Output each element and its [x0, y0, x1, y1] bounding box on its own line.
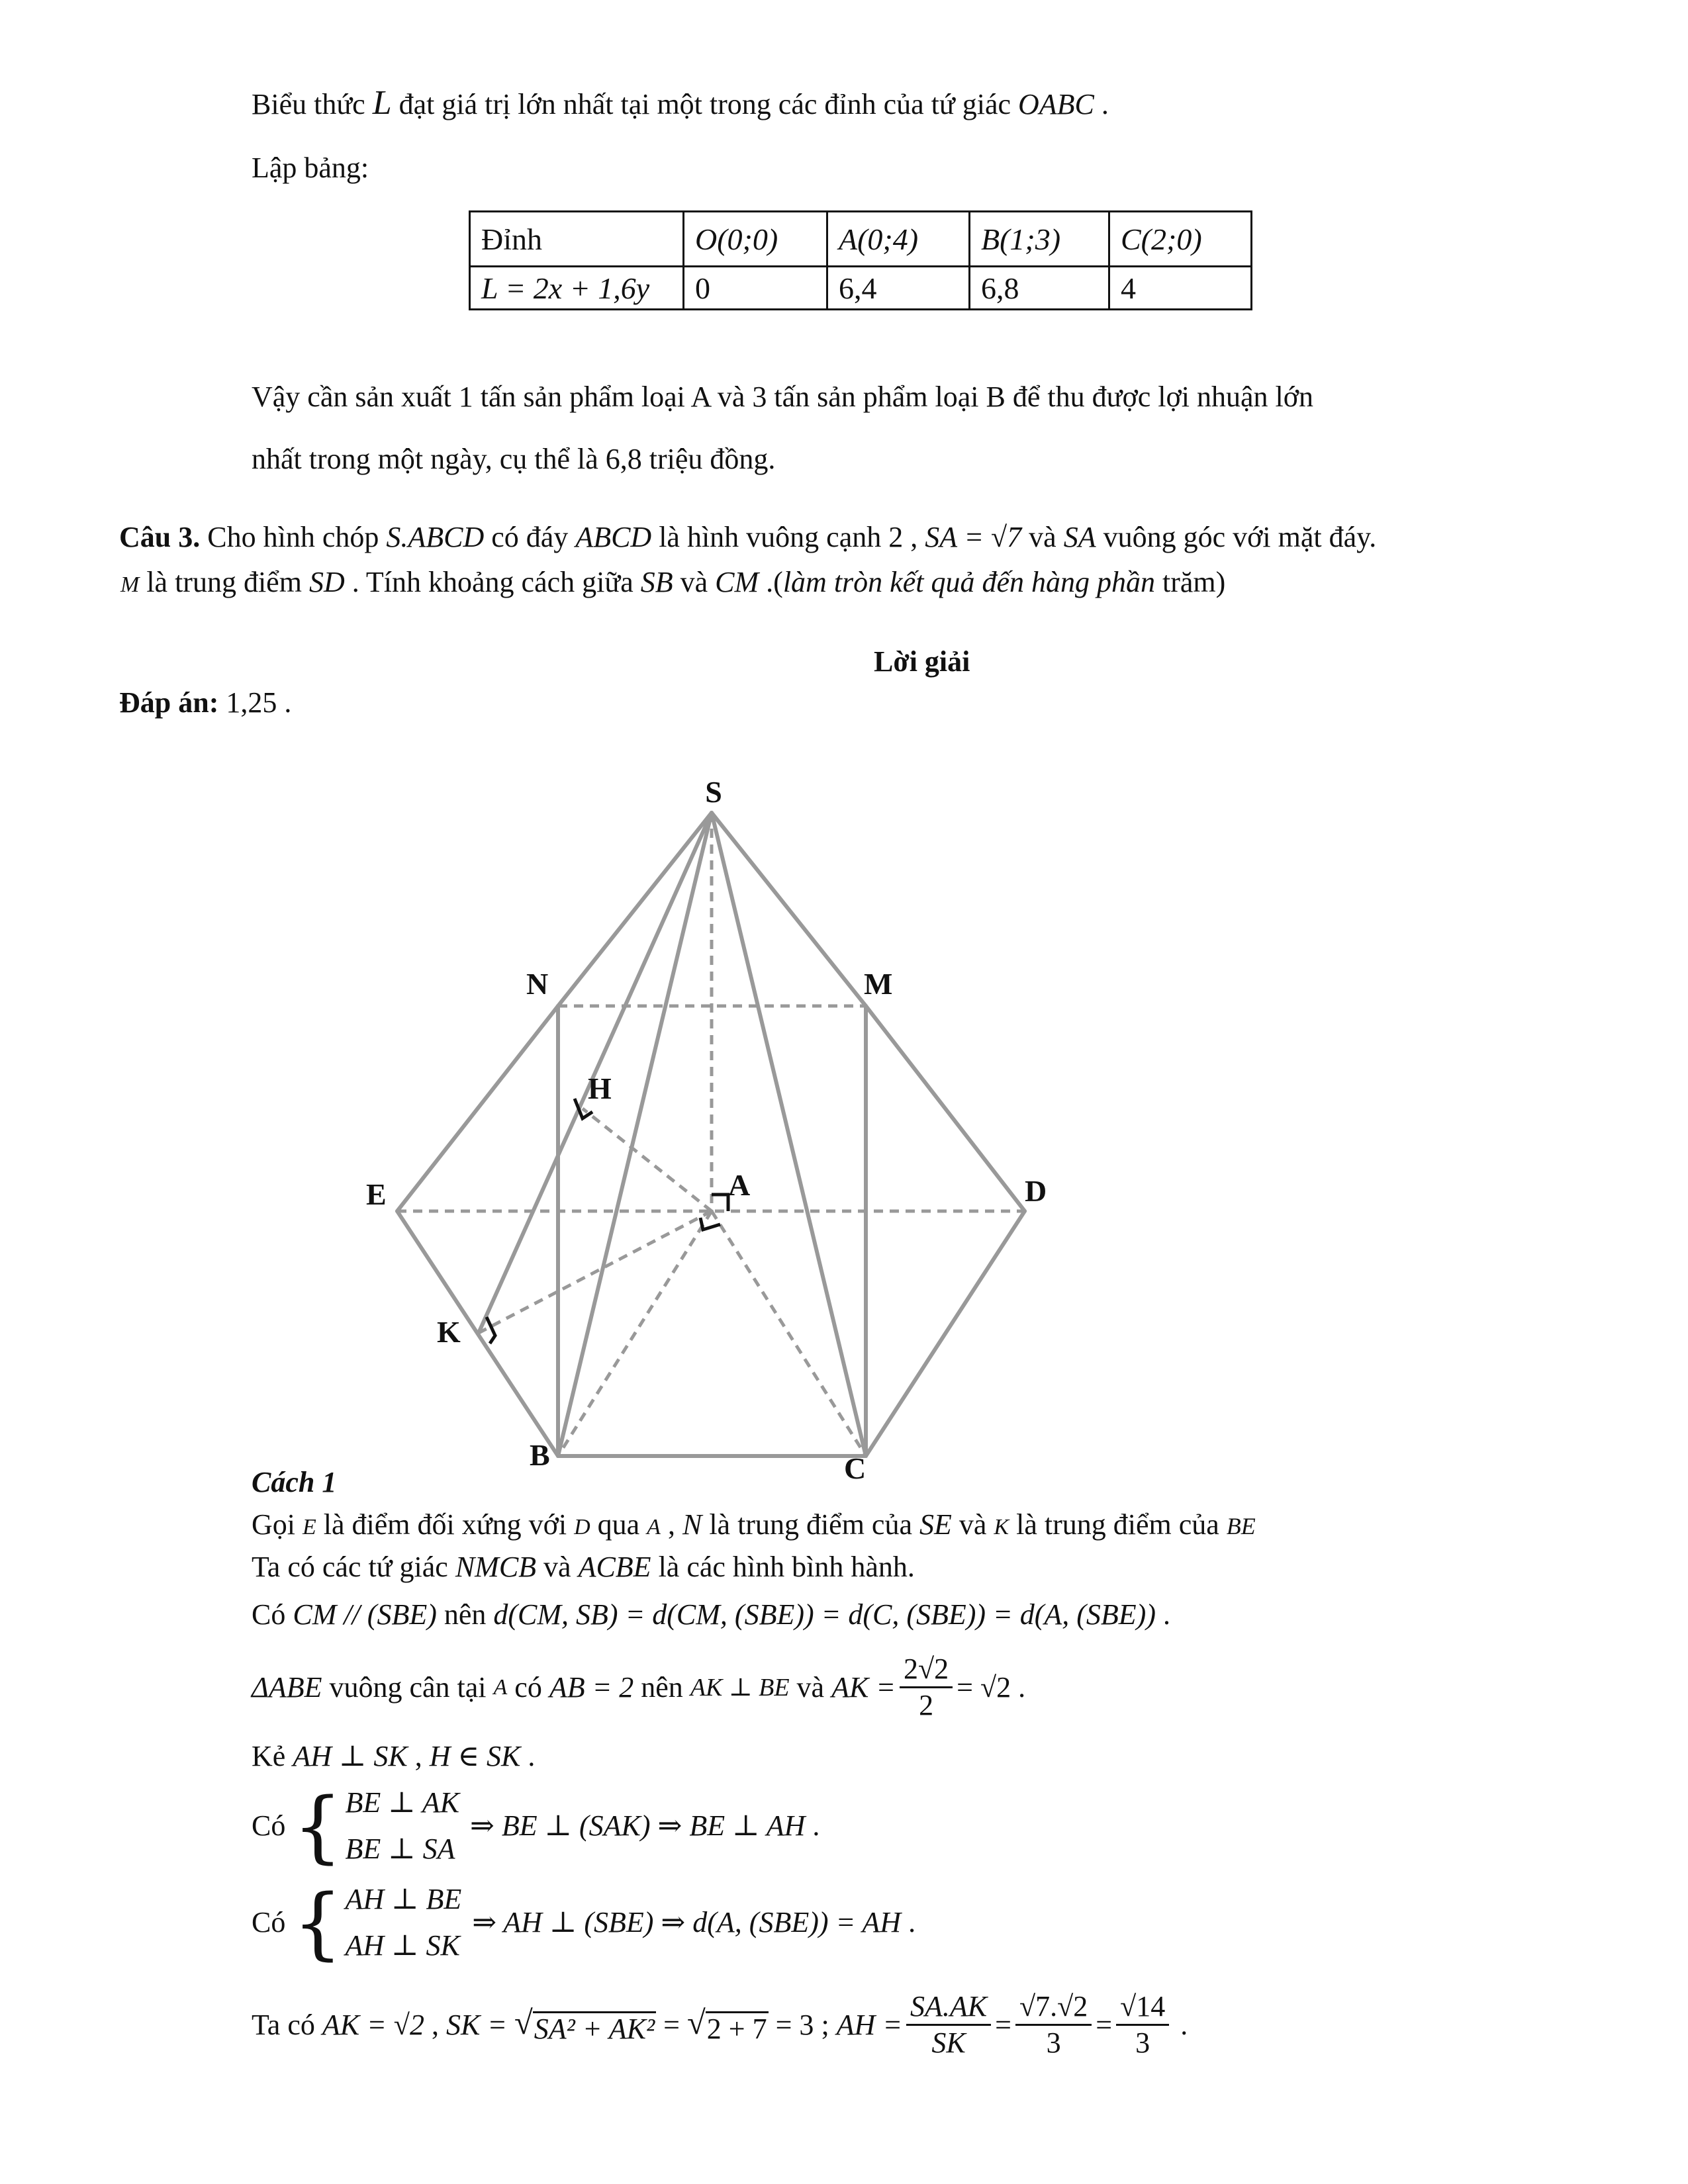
system-6: [345, 1788, 459, 1864]
fraction-ah-1: [906, 1992, 991, 2058]
edge-AB: [558, 1211, 712, 1456]
system-top: AH ⊥ BE: [345, 1883, 462, 1915]
sol-var: NMCB: [455, 1551, 537, 1583]
q-text: .(: [759, 566, 783, 598]
table-cell: Đỉnh: [470, 212, 684, 267]
label-B: B: [530, 1438, 550, 1472]
intro-line: [252, 86, 1109, 120]
q-sa2: SA: [1063, 521, 1096, 553]
system-bottom: AH ⊥ SK: [345, 1929, 460, 1962]
sol-text: .: [520, 1740, 536, 1772]
sol-text: Ta có các tứ giác: [252, 1551, 455, 1583]
value-table: [469, 210, 1252, 310]
sol-text: ,: [660, 1508, 682, 1541]
edge-NE: [397, 1006, 558, 1211]
q-text: vuông góc với mặt đáy.: [1096, 521, 1377, 553]
quad-OABC: OABC: [1018, 88, 1094, 120]
right-angle-A-bottom: [700, 1218, 720, 1230]
frac-den: 3: [1046, 2026, 1061, 2059]
brace-icon: {: [293, 1780, 343, 1872]
table-cell: 0: [684, 267, 827, 310]
sol-text: và: [789, 1670, 832, 1704]
table-cell: B(1;3): [970, 212, 1109, 267]
sol-text: là điểm đối xứng với: [316, 1508, 575, 1541]
table-cell: 6,8: [970, 267, 1109, 310]
answer-line: [119, 688, 291, 717]
q-sb: SB: [640, 566, 673, 598]
label-H: H: [588, 1071, 612, 1105]
right-angle-K: [487, 1317, 495, 1343]
sqrt-2-7: [687, 2006, 769, 2044]
edge-AH: [583, 1109, 712, 1211]
edge-CD: [866, 1211, 1025, 1456]
sol-text: là các hình bình hành.: [651, 1551, 915, 1583]
label-K: K: [437, 1315, 461, 1349]
sol-var: N: [682, 1508, 702, 1541]
sol-expr: AH ⊥ SK: [293, 1740, 408, 1772]
brace-icon: {: [293, 1877, 343, 1968]
method-title: Cách 1: [252, 1466, 337, 1498]
system-7: [345, 1885, 461, 1960]
table-row: [470, 267, 1252, 310]
sol-expr: ⇒ BE ⊥ (SAK) ⇒ BE ⊥ AH: [470, 1809, 806, 1842]
q-text: là trung điểm: [139, 566, 309, 598]
sol-text: nên: [436, 1598, 494, 1631]
sol-text: ;: [814, 2008, 837, 2041]
sol-expr: AK ⊥ BE: [690, 1673, 790, 1702]
q-sa: SA = √7: [925, 521, 1022, 553]
answer-value: 1,25 .: [226, 686, 292, 719]
edge-AC: [712, 1211, 866, 1456]
sol-text: Có: [252, 1809, 293, 1842]
sol-text: Ta có: [252, 2008, 322, 2041]
sol-var: A: [647, 1515, 661, 1539]
sol-var: SE: [919, 1508, 952, 1541]
sqrt-icon: √: [514, 2004, 533, 2041]
sol-line-5: [252, 1742, 535, 1771]
sol-expr: d(CM, SB) = d(CM, (SBE)) = d(C, (SBE)) = d(A, (SBE)): [493, 1598, 1156, 1631]
sol-expr: =: [656, 2008, 687, 2041]
frac-den: SK: [931, 2026, 966, 2059]
frac-num: SA.AK: [906, 1992, 991, 2026]
sol-text: Có: [252, 1598, 293, 1631]
q-base: ABCD: [575, 521, 652, 553]
system-top: BE ⊥ AK: [345, 1786, 459, 1819]
table-cell: A(0;4): [827, 212, 970, 267]
sol-text: có: [507, 1670, 549, 1704]
label-M: M: [864, 967, 893, 1001]
system-bottom: BE ⊥ SA: [345, 1833, 455, 1865]
conclusion-line-2: nhất trong một ngày, cụ thể là 6,8 triệu đồng.: [252, 443, 776, 475]
var-L: L: [372, 84, 392, 122]
table-cell: 6,4: [827, 267, 970, 310]
q-hint: làm tròn kết quả đến hàng phần: [782, 566, 1155, 598]
sol-expr: = 3: [768, 2008, 814, 2041]
pyramid-figure: [0, 748, 1688, 1502]
sol-text: Gọi: [252, 1508, 303, 1541]
sqrt-sa-ak: [514, 2006, 656, 2044]
q-side: 2: [888, 521, 904, 553]
sol-expr: ⇒ AH ⊥ (SBE) ⇒ d(A, (SBE)) = AH: [472, 1906, 902, 1938]
sol-line-3: [252, 1600, 1170, 1629]
sol-line-6: [252, 1780, 820, 1872]
fraction-ah-2: [1015, 1992, 1092, 2058]
label-E: E: [366, 1177, 387, 1211]
q-text: có đáy: [484, 521, 576, 553]
q-text: là hình vuông cạnh: [651, 521, 889, 553]
sol-expr: = √2: [957, 1670, 1011, 1704]
frac-num: √7.√2: [1015, 1992, 1092, 2026]
frac-den: 2: [919, 1689, 934, 1721]
sol-line-8: [252, 1992, 1188, 2058]
q-text: ,: [903, 521, 925, 553]
sol-text: là trung điểm của: [702, 1508, 919, 1541]
answer-label: Đáp án:: [119, 686, 219, 719]
sol-text: nên: [633, 1670, 690, 1704]
sol-var: BE: [1226, 1513, 1256, 1539]
sol-expr: H ∈ SK: [429, 1740, 521, 1772]
sol-expr: ΔABE: [252, 1670, 322, 1704]
sol-text: .: [805, 1809, 820, 1842]
q-text: Cho hình chóp: [200, 521, 387, 553]
sol-expr: SK =: [445, 2008, 514, 2041]
question-line-2: [120, 568, 1225, 597]
solution-title: Lời giải: [874, 645, 970, 678]
question-line-1: [119, 523, 1376, 552]
q-m: M: [120, 572, 140, 597]
sol-text: và: [951, 1508, 994, 1541]
label-D: D: [1025, 1174, 1047, 1208]
conclusion-line-1: Vậy cần sản xuất 1 tấn sản phẩm loại A và 3 tấn sản phẩm loại B để thu được lợi nhuận lớn: [252, 381, 1313, 413]
sol-var: A: [493, 1674, 508, 1700]
sol-var: E: [303, 1515, 316, 1539]
table-cell: C(2;0): [1109, 212, 1252, 267]
question-label: Câu 3.: [119, 521, 201, 553]
sol-expr: AB = 2: [549, 1670, 634, 1704]
table-cell: 4: [1109, 267, 1252, 310]
sqrt-radicand: SA² + AK²: [534, 2013, 655, 2045]
sol-text: ,: [424, 2008, 446, 2041]
frac-num: √14: [1116, 1992, 1169, 2026]
label-S: S: [705, 775, 722, 809]
sol-expr: AK = √2: [322, 2008, 424, 2041]
sol-line-2: [252, 1553, 915, 1582]
label-C: C: [844, 1451, 867, 1485]
q-sd: SD: [308, 566, 345, 598]
label-A: A: [728, 1168, 751, 1202]
sol-expr: AH =: [836, 2008, 903, 2041]
sol-expr: AK =: [831, 1670, 896, 1704]
q-cm: CM: [715, 566, 759, 598]
lap-bang: Lập bảng:: [252, 152, 369, 184]
q-text: và: [673, 566, 716, 598]
sol-text: .: [901, 1906, 916, 1938]
edge-MD: [866, 1006, 1025, 1211]
sol-text: qua: [590, 1508, 647, 1541]
q-pyramid: S.ABCD: [386, 521, 485, 553]
intro-text-3: .: [1094, 88, 1109, 120]
sol-var: ACBE: [578, 1551, 651, 1583]
sqrt-icon: √: [687, 2004, 706, 2041]
frac-num: 2√2: [900, 1655, 953, 1688]
fraction-ak: [900, 1655, 953, 1720]
sol-text: vuông cân tại: [322, 1670, 494, 1704]
frac-den: 3: [1135, 2026, 1150, 2059]
sqrt-radicand: 2 + 7: [706, 2013, 767, 2045]
fraction-ah-3: [1116, 1992, 1169, 2058]
q-text: và: [1021, 521, 1064, 553]
sol-text: ,: [407, 1740, 430, 1772]
intro-text-1: Biểu thức: [252, 88, 373, 120]
sol-line-1: [252, 1510, 1256, 1539]
sol-line-4: [252, 1655, 1025, 1720]
sol-text: Kẻ: [252, 1740, 293, 1772]
label-N: N: [526, 967, 549, 1001]
q-text: . Tính khoảng cách giữa: [344, 566, 641, 598]
edge-AK: [479, 1211, 712, 1333]
sol-text: .: [1011, 1670, 1026, 1704]
sol-expr: CM // (SBE): [293, 1598, 437, 1631]
sol-text: là trung điểm của: [1009, 1508, 1227, 1541]
q-text: trăm): [1155, 566, 1226, 598]
sol-text: .: [1155, 1598, 1170, 1631]
sol-text: và: [536, 1551, 579, 1583]
intro-text-2: đạt giá trị lớn nhất tại một trong các đỉnh của tứ giác: [391, 88, 1019, 120]
table-header-row: [470, 212, 1252, 267]
sol-line-7: [252, 1877, 916, 1968]
right-angle-A-top: [712, 1195, 728, 1211]
sol-text: .: [1173, 2008, 1188, 2041]
sol-expr: =: [995, 2008, 1011, 2041]
sol-var: D: [574, 1515, 590, 1539]
sol-expr: =: [1096, 2008, 1113, 2041]
sol-var: K: [994, 1515, 1009, 1539]
sol-text: Có: [252, 1906, 293, 1938]
table-cell: O(0;0): [684, 212, 827, 267]
table-cell: L = 2x + 1,6y: [470, 267, 684, 310]
